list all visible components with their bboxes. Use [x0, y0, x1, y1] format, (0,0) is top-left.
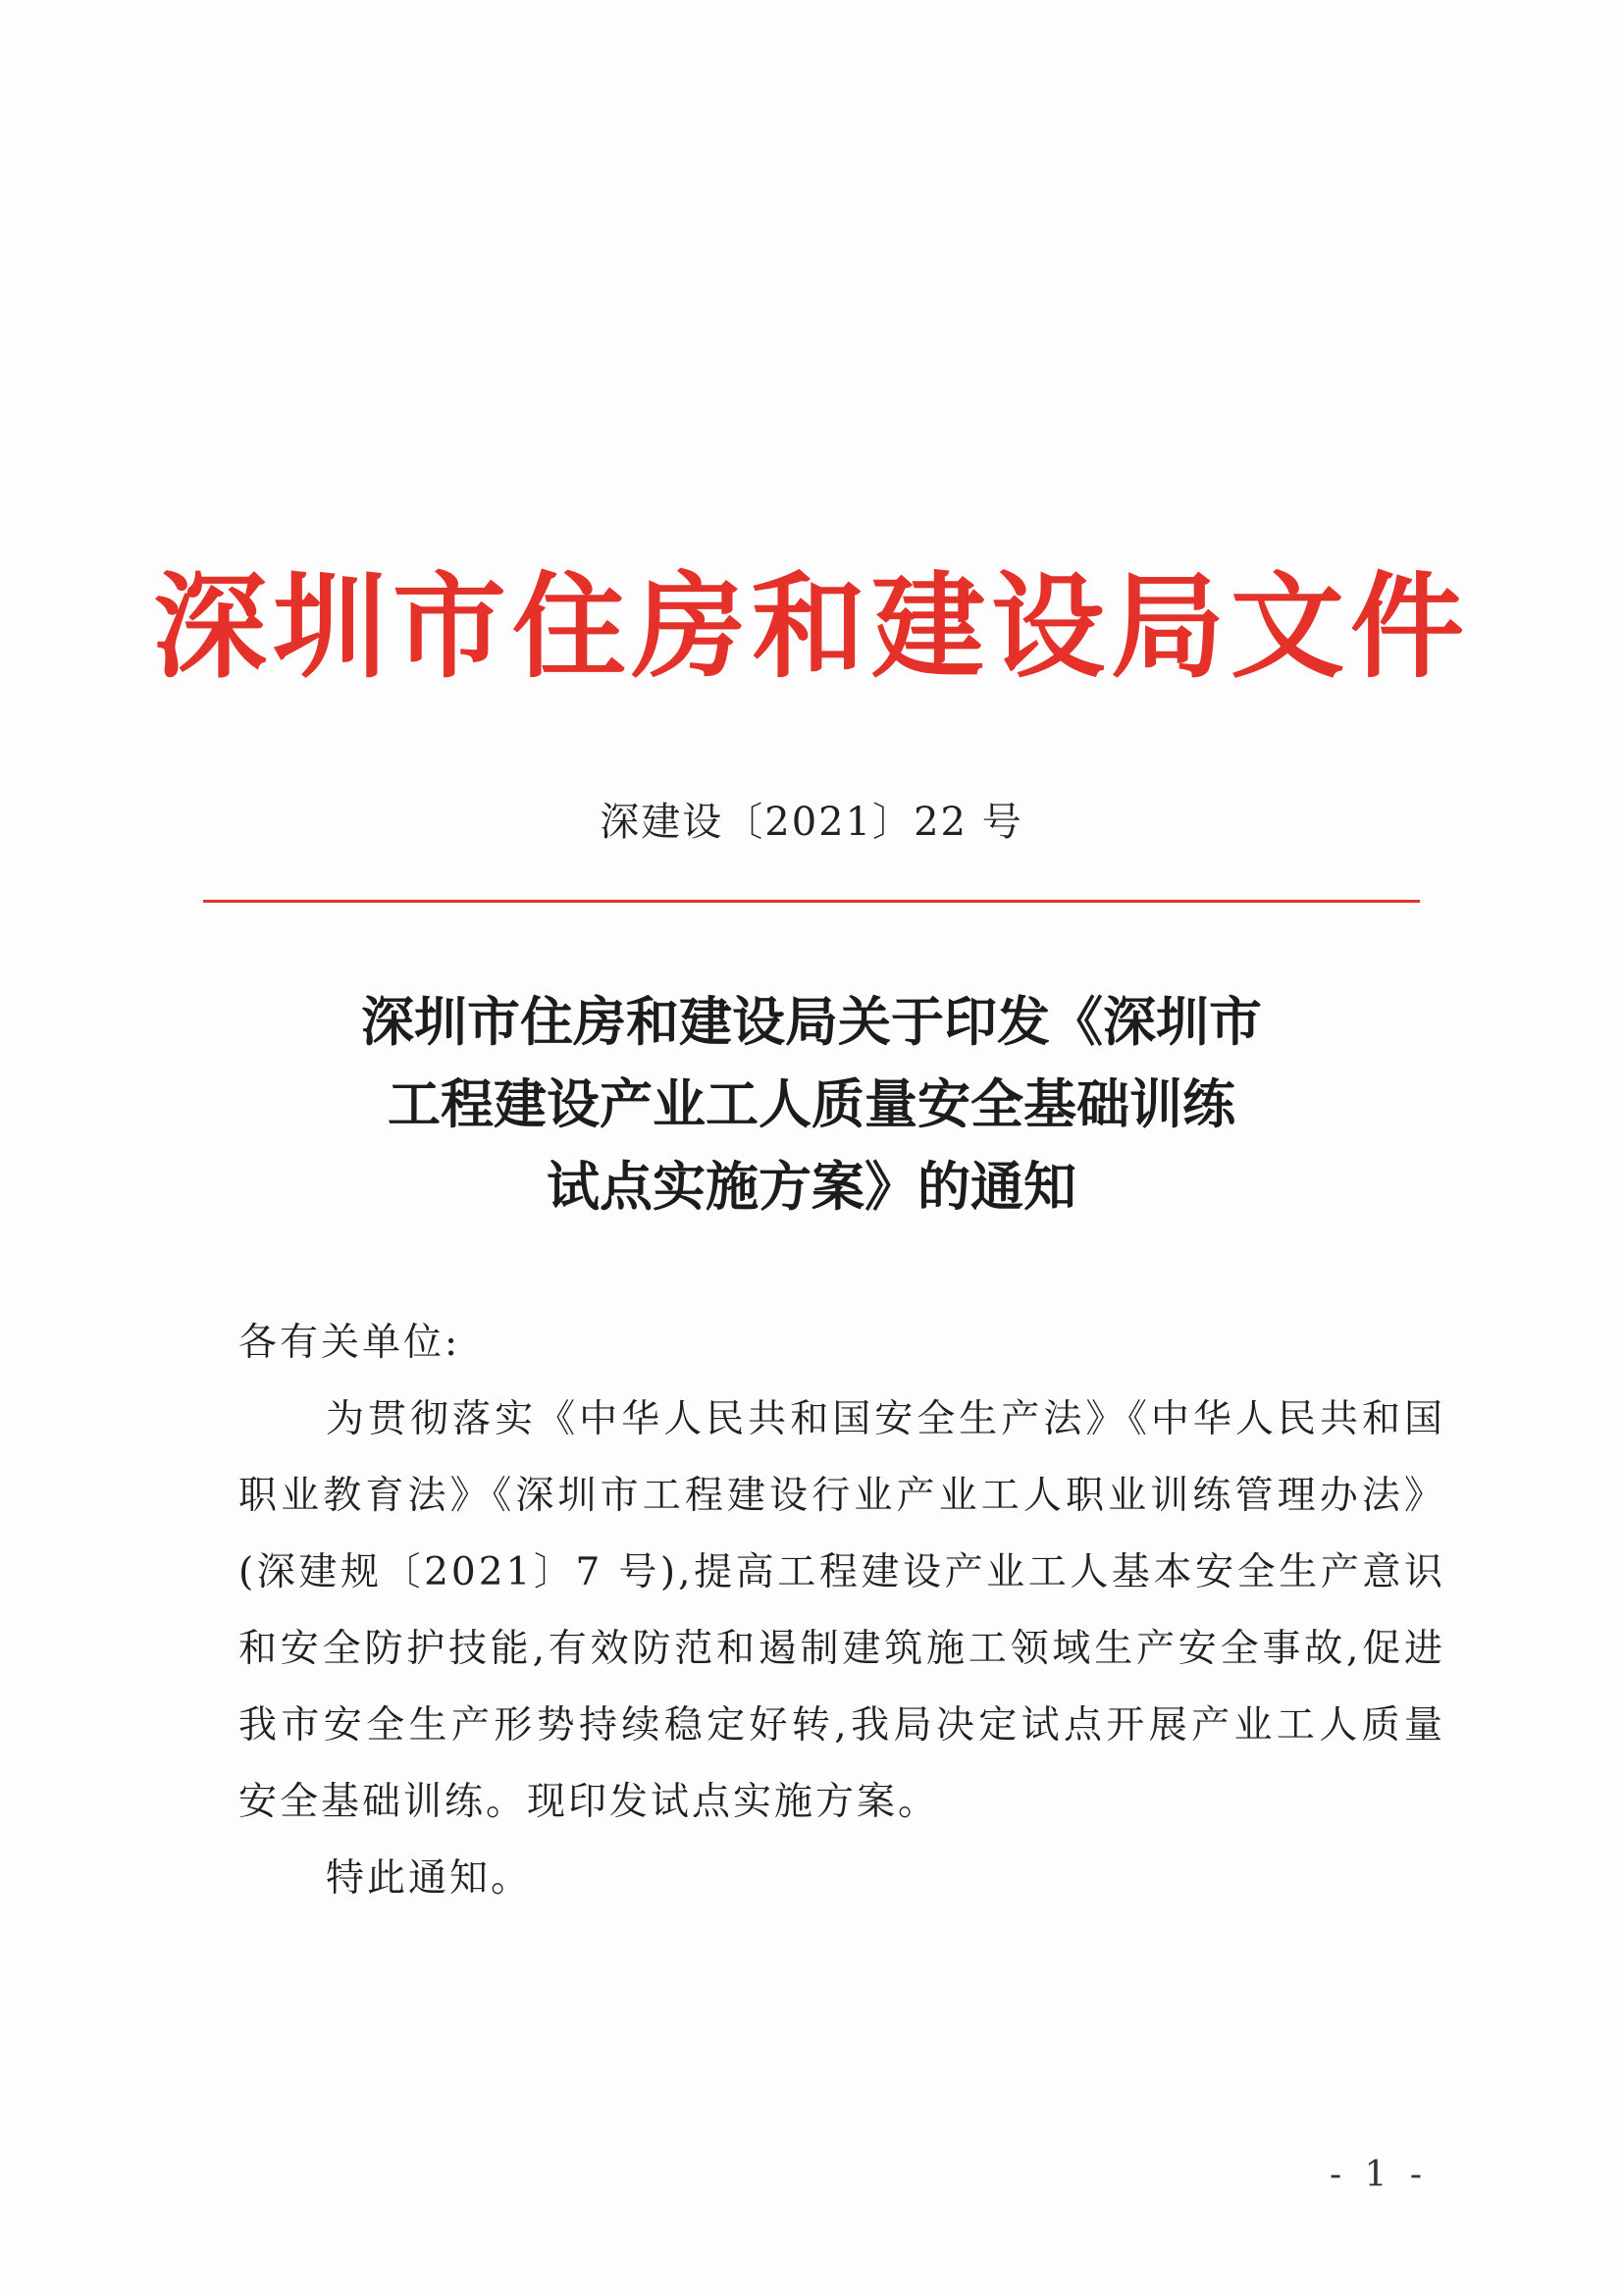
title-line-3: 试点实施方案》的通知: [547, 1156, 1076, 1218]
title-line-2: 工程建设产业工人质量安全基础训练: [388, 1073, 1235, 1135]
document-number: 深建设〔2021〕22 号: [600, 800, 1023, 845]
title-line-1: 深圳市住房和建设局关于印发《深圳市: [361, 991, 1262, 1053]
issuer-heading: 深圳市住房和建设局文件: [153, 561, 1470, 694]
red-separator-line: [203, 900, 1420, 903]
document-body: [238, 1305, 1445, 1917]
page-number: - 1 -: [1329, 2155, 1429, 2195]
salutation: 各有关单位:: [238, 1321, 461, 1365]
body-paragraph: 为贯彻落实《中华人民共和国安全生产法》《中华人民共和国职业教育法》《深圳市工程建设行业产业工人职业训练管理办法》(深建规〔2021〕7 号),提高工程建设产业工人基本安全生产意识和安全防护技能,有效防范和遏制建筑施工领域生产安全事故,促进我市安全生产形势持续稳定好转,我局决定试点开展产业工人质量安全基础训练。现印发试点实施方案。: [238, 1397, 1445, 1824]
closing-line: 特此通知。: [326, 1856, 533, 1901]
document-title: [196, 981, 1427, 1228]
